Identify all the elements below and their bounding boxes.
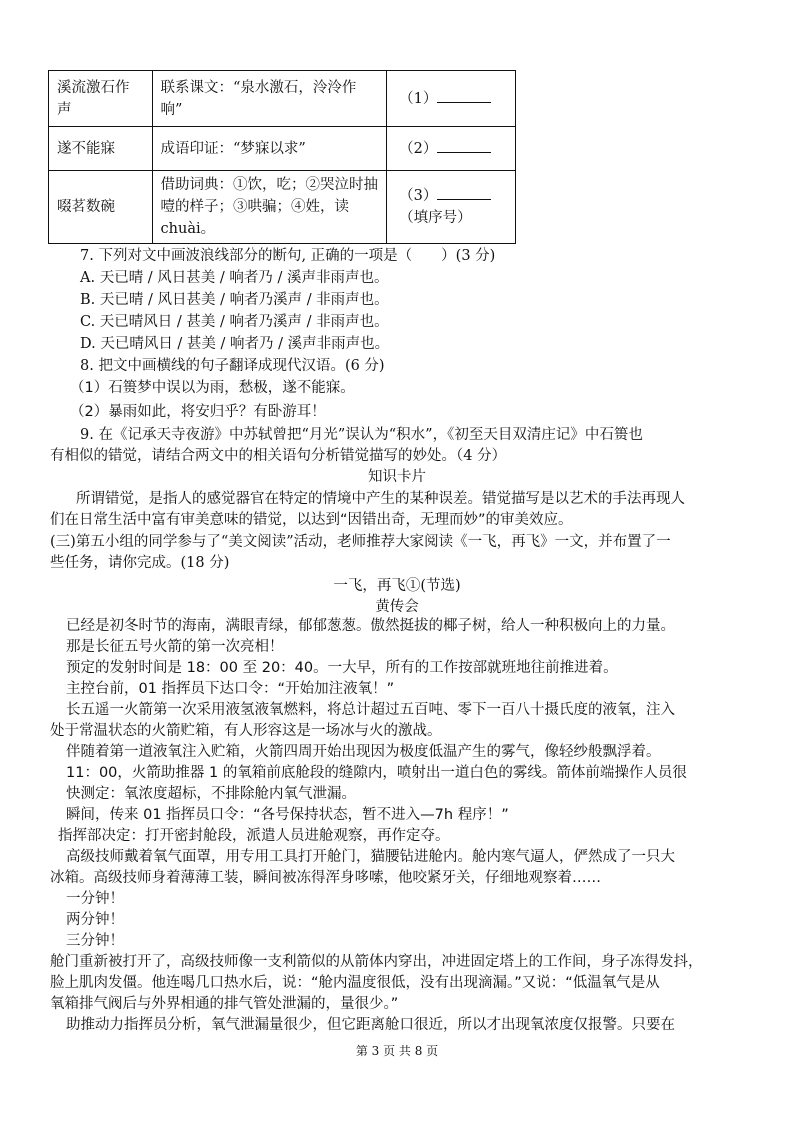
article-line: 高级技师戴着氧气面罩，用专用工具打开舱门，猫腰钻进舱内。舱内寒气逼人，俨然成了一只大 [66, 849, 675, 865]
article-line: 三分钟！ [66, 933, 124, 949]
question-8-stem: 8. 把文中画横线的句子翻译成现代汉语。(6 分) [80, 358, 385, 374]
article-line: 冰箱。高级技师身着薄薄工装，瞬间被冻得浑身哆嗦，他咬紧牙关，仔细地观察着…… [50, 870, 601, 886]
article-line: 那是长征五号火箭的第一次亮相！ [66, 639, 284, 655]
article-line: 舱门重新被打开了，高级技师像一支利箭似的从箭体内穿出，冲进固定塔上的工作间，身子冻得发抖， [50, 954, 703, 970]
answer-blank[interactable] [437, 88, 491, 103]
table-cell-term: 啜茗数碗 [49, 171, 153, 244]
question-8-sentence-1: （1）石篑梦中误以为雨，愁极，遂不能寐。 [70, 380, 355, 396]
answer-label: （2） [399, 140, 438, 157]
answer-blank[interactable] [437, 138, 491, 153]
section-3-intro-line-1: (三)第五小组的同学参与了“美文阅读”活动，老师推荐大家阅读《一飞，再飞》一文，并布置了一 [50, 534, 671, 550]
table-row [49, 171, 516, 244]
table-cell-answer [387, 127, 516, 171]
answer-label: （1） [399, 90, 438, 107]
article-author: 黄传会 [375, 599, 419, 615]
article-line: 快测定：氧浓度超标，不排除舱内氧气泄漏。 [66, 786, 356, 802]
table-row [49, 127, 516, 171]
article-line: 一分钟！ [66, 891, 124, 907]
table-row [49, 71, 516, 127]
table-cell-method: 联系课文：“泉水激石，泠泠作响” [152, 71, 387, 127]
question-9-line-1: 9. 在《记承天寺夜游》中苏轼曾把“月光”误认为“积水”，《初至天目双清庄记》中石篑也 [80, 427, 643, 443]
table-cell-term: 溪流激石作声 [49, 71, 153, 127]
option-d: D. 天已晴风日 / 甚美 / 响者乃 / 溪声非雨声也。 [80, 336, 390, 352]
table-cell-term: 遂不能寐 [49, 127, 153, 171]
article-line: 瞬间，传来 01 指挥员口令：“各号保持状态，暂不进入—7h 程序！” [66, 807, 509, 823]
section-3-intro-line-2: 些任务，请你完成。(18 分) [50, 555, 230, 571]
page-footer: 第 3 页 共 8 页 [355, 1044, 439, 1058]
answer-label: （3） [399, 188, 438, 204]
knowledge-card-title: 知识卡片 [368, 469, 426, 485]
option-a: A. 天已晴 / 风日甚美 / 响者乃 / 溪声非雨声也。 [80, 270, 389, 286]
article-line: 预定的发射时间是 18：00 至 20：40。一大早，所有的工作按部就班地往前推进着。 [66, 660, 618, 676]
knowledge-card-line-2: 们在日常生活中富有审美意味的错觉，以达到“因错出奇，无理而妙”的审美效应。 [50, 512, 573, 528]
question-7-stem: 7. 下列对文中画波浪线部分的断句, 正确的一项是（ ）(3 分) [80, 248, 496, 264]
article-line: 11：00，火箭助推器 1 的氧箱前底舱段的缝隙内，喷射出一道白色的雾线。箭体前端操作人员很 [66, 765, 687, 781]
article-line: 指挥部决定：打开密封舱段，派遣人员进舱观察，再作定夺。 [58, 828, 450, 844]
article-line: 长五遥一火箭第一次采用液氢液氧燃料，将总计超过五百吨、零下一百八十摄氏度的液氧，注入 [66, 702, 675, 718]
article-line: 助推动力指挥员分析，氧气泄漏量很少，但它距离舱口很近，所以才出现氧浓度仅报警。只要在 [66, 1017, 675, 1033]
article-line: 伴随着第一道液氧注入贮箱，火箭四周开始出现因为极度低温产生的雾气，像轻纱般飘浮着。 [66, 744, 661, 760]
question-9-line-2: 有相似的错觉，请结合两文中的相关语句分析错觉描写的妙处。（4 分） [50, 448, 507, 464]
article-line: 处于常温状态的火箭贮箱，有人形容这是一场冰与火的激战。 [50, 723, 442, 739]
option-c: C. 天已晴风日 / 甚美 / 响者乃溪声 / 非雨声也。 [80, 314, 389, 330]
article-line: 氧箱排气阀后与外界相通的排气管处泄漏的，量很少。” [50, 996, 399, 1012]
table-cell-answer [387, 71, 516, 127]
article-line: 主控台前，01 指挥员下达口令：“开始加注液氧！” [66, 681, 395, 697]
answer-blank[interactable] [437, 185, 491, 200]
article-title: 一飞，再飞①(节选) [333, 578, 461, 594]
table-cell-answer [387, 171, 516, 244]
article-line: 两分钟！ [66, 912, 124, 928]
table-cell-method: 借助词典：①饮，吃；②哭泣时抽噎的样子；③哄骗；④姓，读chuài。 [152, 171, 387, 244]
table-cell-method: 成语印证：“梦寐以求” [152, 127, 387, 171]
article-line: 脸上肌肉发僵。他连喝几口热水后，说：“舱内温度很低，没有出现滴漏。”又说：“低温氧气是从 [50, 975, 660, 991]
answer-note: （填序号） [399, 210, 472, 226]
knowledge-card-line-1: 所谓错觉，是指人的感觉器官在特定的情境中产生的某种误差。错觉描写是以艺术的手法再现人 [76, 491, 685, 507]
option-b: B. 天已晴 / 风日甚美 / 响者乃溪声 / 非雨声也。 [80, 292, 389, 308]
vocabulary-table [48, 70, 516, 244]
question-8-sentence-2: （2）暴雨如此，将安归乎？有卧游耳！ [70, 404, 326, 420]
article-line: 已经是初冬时节的海南，满眼青绿，郁郁葱葱。傲然挺拔的椰子树，给人一种积极向上的力量。 [66, 618, 675, 634]
